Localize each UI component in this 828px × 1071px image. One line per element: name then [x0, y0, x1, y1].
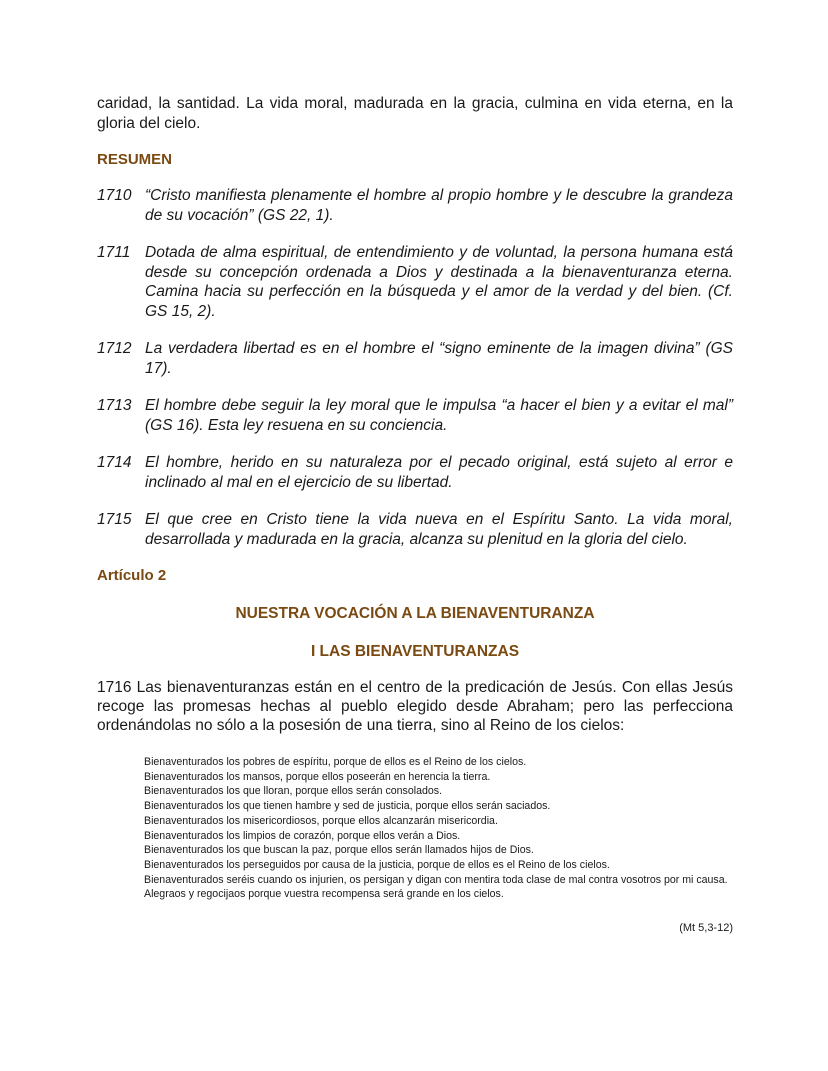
summary-item-text: “Cristo manifiesta plenamente el hombre al propio hombre y le descubre la grandeza de su vocación” (GS 22, 1).: [145, 187, 733, 224]
paragraph-1716: 1716 Las bienaventuranzas están en el centro de la predicación de Jesús. Con ellas Jesús recoge las promesas hechas al pueblo elegido desde Abraham; pero las perfecciona ordenándolas no sólo a la posesión de una tierra, sino al Reino de los cielos:: [97, 679, 733, 734]
beatitude-line: Bienaventurados los perseguidos por causa de la justicia, porque de ellos es el Reino de los cielos.: [144, 858, 610, 871]
beatitude-line: Bienaventurados seréis cuando os injurien, os persigan y digan con mentira toda clase de mal contra vosotros por mi causa.: [144, 873, 728, 886]
beatitude-line: Bienaventurados los que tienen hambre y sed de justicia, porque ellos serán saciados.: [144, 800, 551, 813]
beatitude-line: Bienaventurados los que lloran, porque ellos serán consolados.: [144, 785, 442, 798]
summary-item-number: 1712: [97, 340, 132, 357]
beatitudes-list: [144, 755, 734, 902]
section-subtitle: I LAS BIENAVENTURANZAS: [310, 643, 520, 660]
summary-item-number: 1714: [97, 454, 132, 471]
beatitude-line: Bienaventurados los pobres de espíritu, porque de ellos es el Reino de los cielos.: [144, 756, 527, 768]
summary-item-text: El hombre debe seguir la ley moral que le impulsa “a hacer el bien y a evitar el mal” (GS 16). Esta ley resuena en su conciencia.: [145, 397, 733, 434]
beatitude-line: Bienaventurados los que buscan la paz, porque ellos serán llamados hijos de Dios.: [144, 844, 534, 857]
summary-list: [97, 186, 733, 549]
summary-item-number: 1715: [97, 511, 132, 528]
scripture-citation: (Mt 5,3-12): [679, 922, 733, 935]
summary-item-number: 1711: [97, 244, 131, 261]
beatitude-line: Bienaventurados los misericordiosos, porque ellos alcanzarán misericordia.: [144, 814, 498, 827]
summary-item: [97, 396, 733, 435]
article-label: Artículo 2: [97, 567, 167, 584]
summary-item-text: El que cree en Cristo tiene la vida nueva en el Espíritu Santo. La vida moral, desarrollada y madurada en la gracia, alcanza su plenitud en la gloria del cielo.: [145, 511, 733, 548]
summary-item-number: 1710: [97, 187, 132, 204]
beatitude-line: Bienaventurados los mansos, porque ellos poseerán en herencia la tierra.: [144, 770, 491, 783]
summary-item-text: Dotada de alma espiritual, de entendimiento y de voluntad, la persona humana está desde su concepción ordenada a Dios y destinada a la bienaventuranza eterna. Camina hacia su perfección en la búsqueda y el amor de la verdad y del bien. (Cf. GS 15, 2).: [145, 244, 733, 320]
article-title: NUESTRA VOCACIÓN A LA BIENAVENTURANZA: [235, 605, 595, 622]
beatitude-line: Alegraos y regocijaos porque vuestra recompensa será grande en los cielos.: [144, 888, 504, 901]
summary-heading: RESUMEN: [97, 151, 173, 168]
document-page: [97, 94, 733, 934]
beatitude-line: Bienaventurados los limpios de corazón, porque ellos verán a Dios.: [144, 829, 461, 842]
summary-item-text: La verdadera libertad es en el hombre el “signo eminente de la imagen divina” (GS 17).: [145, 340, 733, 377]
summary-item: [97, 243, 733, 321]
summary-item: [97, 510, 733, 549]
summary-item: [97, 339, 733, 378]
summary-item: [97, 186, 733, 225]
intro-paragraph: caridad, la santidad. La vida moral, madurada en la gracia, culmina en vida eterna, en la gloria del cielo.: [97, 95, 733, 132]
summary-item-number: 1713: [97, 397, 132, 414]
summary-item-text: El hombre, herido en su naturaleza por el pecado original, está sujeto al error e inclinado al mal en el ejercicio de su libertad.: [145, 454, 733, 491]
summary-item: [97, 453, 733, 492]
